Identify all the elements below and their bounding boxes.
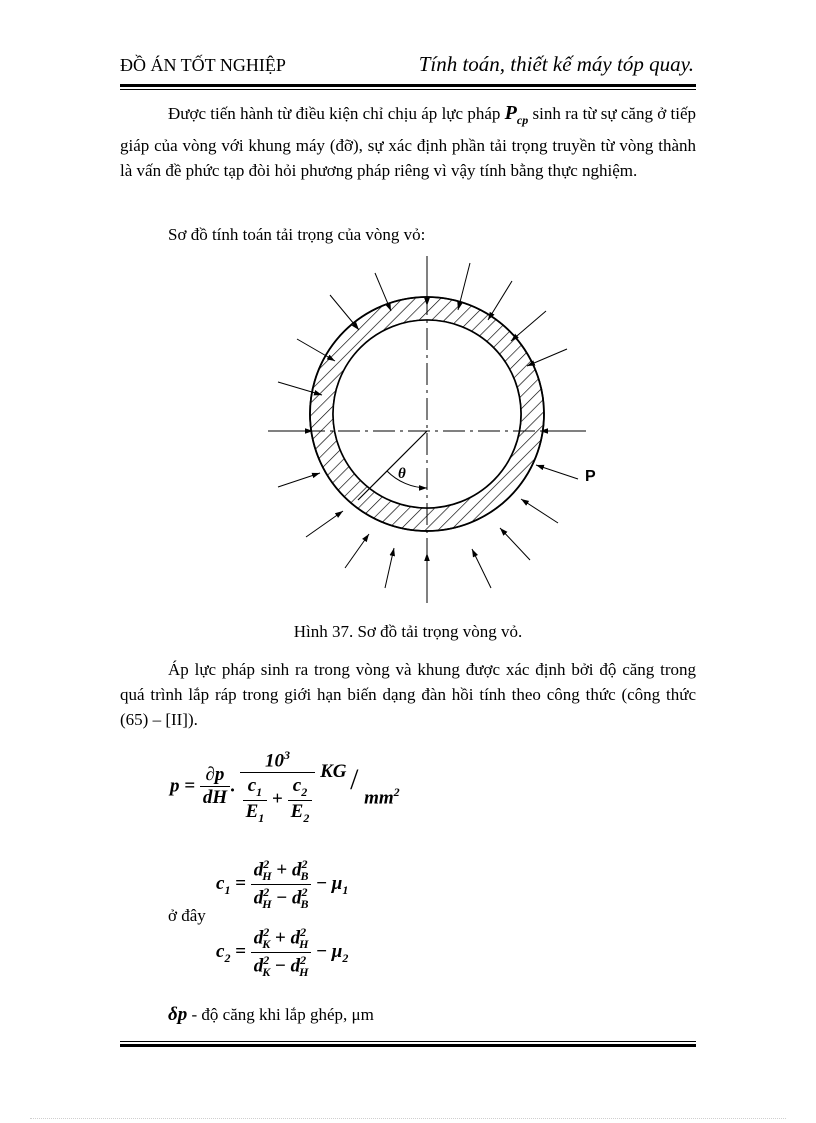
o-day-label: ở đây	[168, 906, 206, 925]
pressure-arrow	[306, 511, 343, 537]
page-edge-dotted	[30, 1118, 786, 1119]
pressure-arrow	[385, 548, 394, 588]
pressure-arrow	[511, 311, 546, 341]
header-left: ĐỒ ÁN TỐT NGHIỆP	[120, 55, 286, 75]
pressure-arrow	[527, 349, 567, 366]
pressure-arrow	[278, 473, 320, 487]
header-rule-thin	[120, 89, 696, 90]
pressure-arrow	[472, 549, 491, 588]
pressure-arrow	[500, 528, 530, 560]
pressure-arrow	[488, 281, 512, 320]
figure-caption: Hình 37. Sơ đồ tải trọng vòng vỏ.	[293, 622, 523, 641]
paragraph-1	[120, 101, 696, 183]
header-right: Tính toán, thiết kế máy tóp quay.	[418, 52, 694, 76]
delta-p-line	[168, 1004, 374, 1026]
p1-after: sinh ra từ sự căng ở tiếp giáp của vòng với khung máy (đỡ), sự xác định phần tải trọng truyền từ vòng thành là vấn đề phức tạp đòi hỏi phương pháp riêng vì vậy tính bằng thực nghiệm.	[120, 104, 697, 180]
theta-label: θ	[398, 466, 406, 482]
pressure-arrow	[521, 499, 558, 523]
formula-c1: $c_1$ = $\frac{d^2_H + d^2_B}{d^2_H - d^2_B}$ − $\mu_1$	[216, 857, 349, 912]
footer-rule-thick	[120, 1044, 696, 1047]
load-diagram	[0, 255, 816, 615]
p1-before: Được tiến hành từ điều kiện chỉ chịu áp lực pháp	[168, 104, 501, 123]
pressure-arrow	[536, 465, 578, 479]
p1-symbol: $P_{cp}$	[504, 102, 529, 127]
delta-p-symbol: δp	[168, 1004, 188, 1025]
pressure-arrow	[330, 295, 359, 330]
formula-pressure: p = $\frac{\partial p}{dH}$ . $10^3$ $\frac{c_1}{E_1}$ + $\frac{c_2}{E_2}$ KG / $mm^2$	[170, 748, 400, 825]
pressure-arrow	[345, 534, 369, 568]
formula-c2: $c_2$ = $\frac{d^2_K + d^2_H}{d^2_K - d^2_H}$ − $\mu_2$	[216, 925, 349, 980]
paragraph-3: Áp lực pháp sinh ra trong vòng và khung được xác định bởi độ căng trong quá trình lắp ráp trong giới hạn biến dạng đàn hồi tính theo công thức (công thức (65) – [II]).	[120, 660, 696, 729]
delta-p-text: - độ căng khi lắp ghép, μm	[191, 1005, 374, 1024]
header-rule-thick	[120, 84, 696, 87]
footer-rule-thin	[120, 1041, 696, 1042]
load-label-p: P	[585, 468, 596, 485]
paragraph-2: Sơ đồ tính toán tải trọng của vòng vỏ:	[168, 225, 426, 244]
